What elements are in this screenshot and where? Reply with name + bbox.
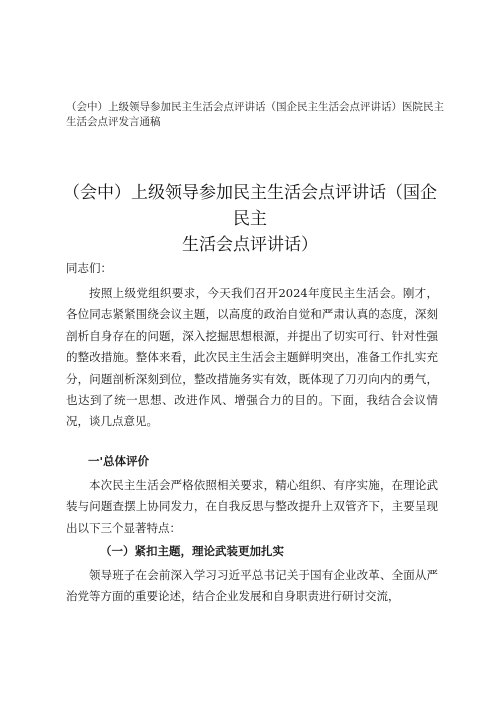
main-title [60,180,440,258]
main-title-line-1: （会中）上级领导参加民主生活会点评讲话（国企民主 [63,183,437,228]
paragraph-1: 按照上级党组织要求，今天我们召开2024年度民主生活会。刚才，各位同志紧紧围绕会议主题，以高度的政治自觉和严肃认真的态度，深刻剖析自身存在的问题，深入挖掘思想根源，并提出了切实可行、针对性强的整改措施。整体来看，此次民主生活会主题鲜明突出，准备工作扎实充分，问题剖析深刻到位，整改措施务实有效，既体现了刀刃向内的勇气，也达到了统一思想、改进作风、增强合力的目的。下面，我结合会议情况，谈几点意见。 [66,286,438,429]
section-heading-overall-evaluation: 一'总体评价 [88,454,150,468]
paragraph-3: 领导班子在会前深入学习习近平总书记关于国有企业改革、全面从严治党等方面的重要论述，结合企业发展和自身职责进行研讨交流， [66,568,438,604]
paragraph-2: 本次民主生活会严格依照相关要求，精心组织、有序实施，在理论武装与问题查摆上协同发力，在自我反思与整改提升上双管齐下，主要呈现出以下三个显著特点： [66,478,438,535]
salutation: 同志们： [66,261,112,275]
main-title-line-2: 生活会点评讲话） [182,235,318,254]
document-header-title: （会中）上级领导参加民主生活会点评讲话（国企民主生活会点评讲话）医院民主生活会点评发言通稿 [66,101,444,128]
subsection-heading-theme: （一）紧扣主题，理论武装更加扎实 [100,544,284,558]
